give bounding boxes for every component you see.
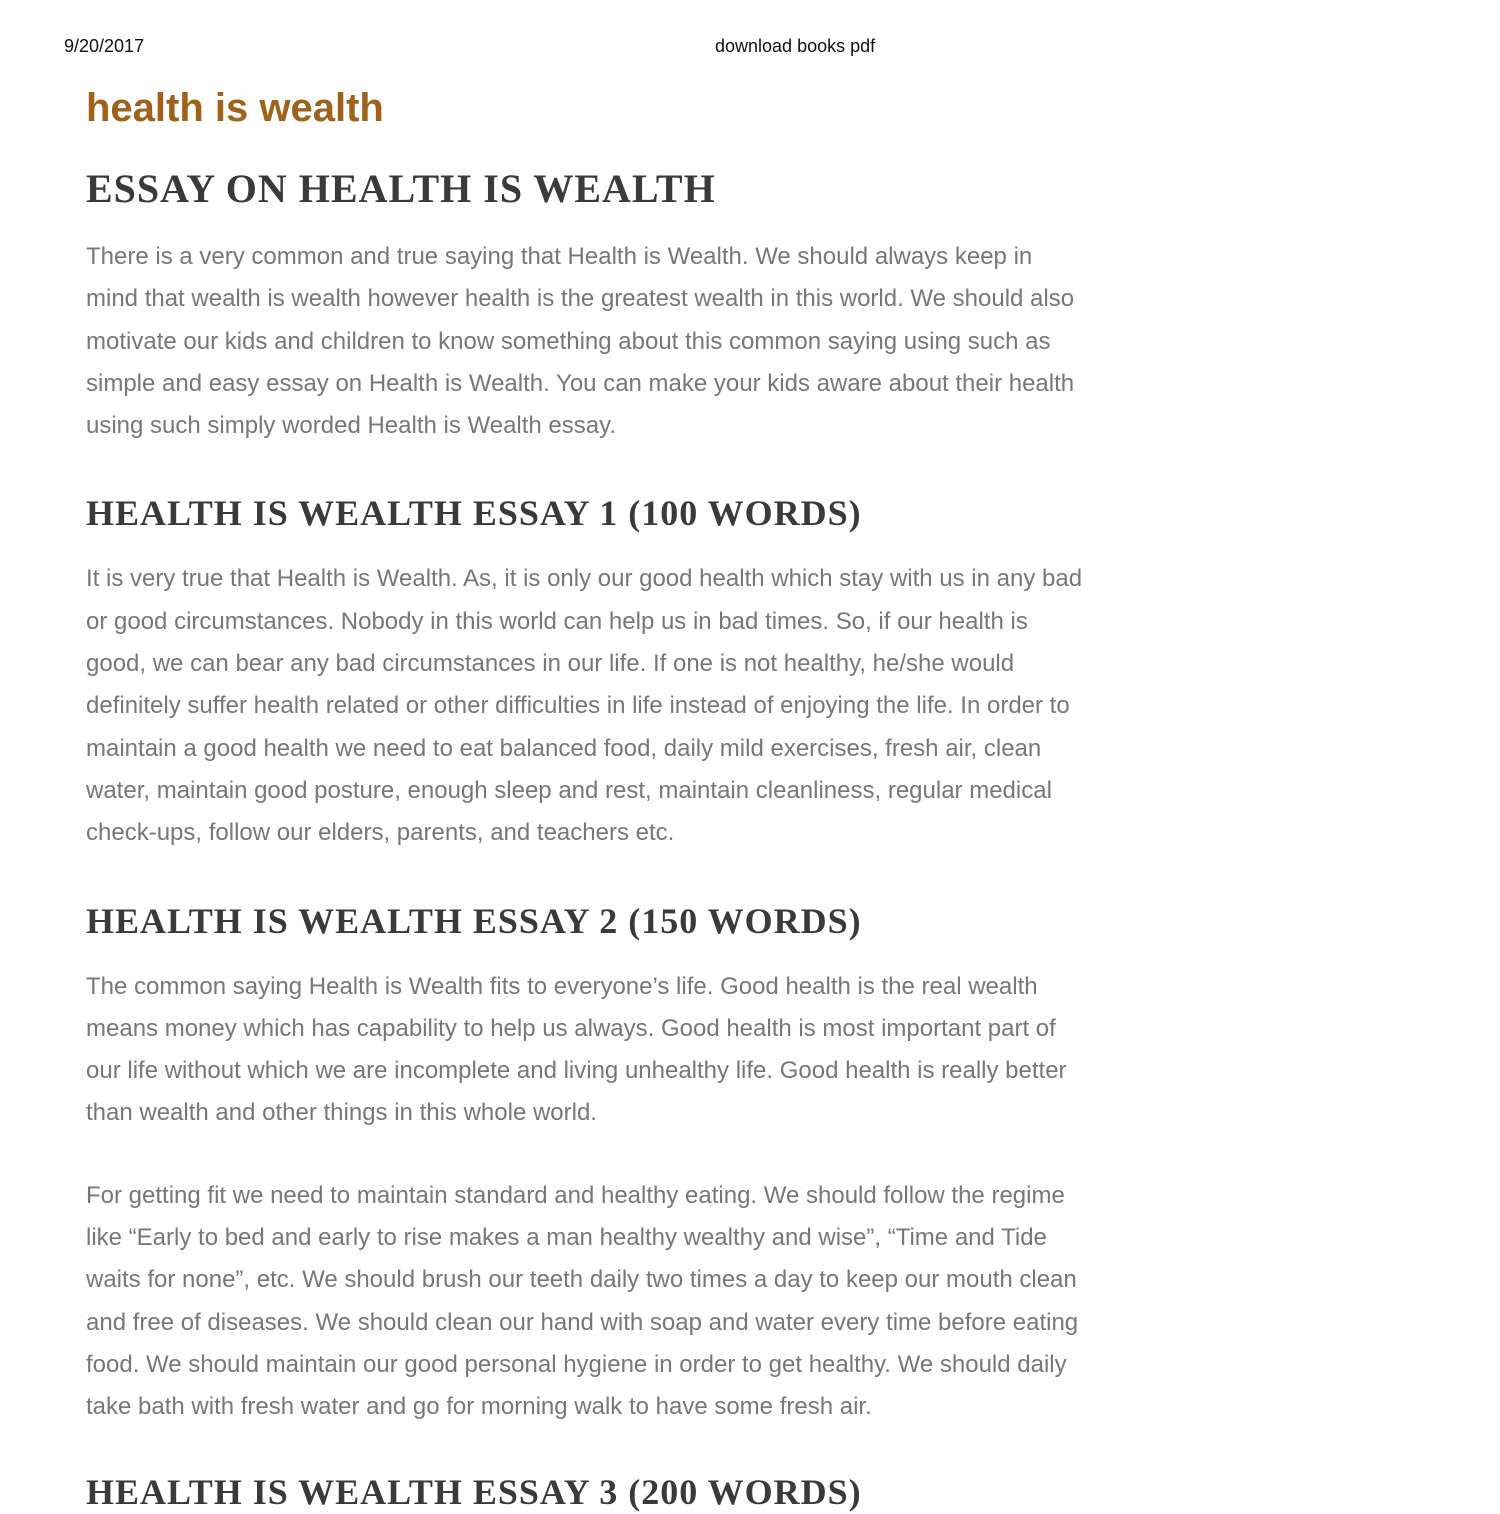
essay-main-heading: ESSAY ON HEALTH IS WEALTH bbox=[86, 166, 716, 211]
paragraph-line: check-ups, follow our elders, parents, and teachers etc. bbox=[86, 819, 675, 847]
paragraph-line: mind that wealth is wealth however health is the greatest wealth in this world. We should also bbox=[86, 285, 1075, 313]
paragraph-line: maintain a good health we need to eat balanced food, daily mild exercises, fresh air, clean bbox=[86, 734, 1042, 762]
paragraph-line: For getting fit we need to maintain standard and healthy eating. We should follow the regime bbox=[86, 1181, 1065, 1209]
paragraph-line: simple and easy essay on Health is Wealth. You can make your kids aware about their health bbox=[86, 369, 1075, 397]
paragraph-line: and free of diseases. We should clean our hand with soap and water every time before eating bbox=[86, 1308, 1079, 1336]
paragraph-line: definitely suffer health related or other difficulties in life instead of enjoying the life. In order to bbox=[86, 692, 1070, 720]
paragraph-line: good, we can bear any bad circumstances in our life. If one is not healthy, he/she would bbox=[86, 650, 1015, 678]
essay-1-heading: HEALTH IS WEALTH ESSAY 1 (100 WORDS) bbox=[86, 493, 862, 534]
paragraph-line: food. We should maintain our good personal hygiene in order to get healthy. We should daily bbox=[86, 1350, 1067, 1378]
print-page-title: download books pdf bbox=[715, 36, 876, 56]
paragraph-line: than wealth and other things in this whole world. bbox=[86, 1099, 597, 1127]
essay-2-paragraph-2 bbox=[86, 1175, 1166, 1429]
essay-2-paragraph-1 bbox=[86, 966, 1166, 1135]
paragraph-line: like “Early to bed and early to rise makes a man healthy wealthy and wise”, “Time and Tide bbox=[86, 1224, 1047, 1252]
paragraph-line: take bath with fresh water and go for morning walk to have some fresh air. bbox=[86, 1393, 872, 1421]
paragraph-line: or good circumstances. Nobody in this world can help us in bad times. So, if our health is bbox=[86, 607, 1028, 635]
paragraph-line: waits for none”, etc. We should brush our teeth daily two times a day to keep our mouth clean bbox=[86, 1266, 1077, 1294]
paragraph-line: using such simply worded Health is Wealth essay. bbox=[86, 412, 617, 440]
print-header bbox=[0, 36, 1500, 60]
paragraph-line: means money which has capability to help us always. Good health is most important part of bbox=[86, 1014, 1056, 1042]
essay-2-heading: HEALTH IS WEALTH ESSAY 2 (150 WORDS) bbox=[86, 900, 862, 941]
paragraph-line: water, maintain good posture, enough sleep and rest, maintain cleanliness, regular medical bbox=[86, 776, 1052, 804]
article-content bbox=[86, 84, 1166, 1514]
site-title-link[interactable]: health is wealth bbox=[86, 86, 384, 130]
intro-paragraph bbox=[86, 236, 1166, 447]
essay-3-heading: HEALTH IS WEALTH ESSAY 3 (200 WORDS) bbox=[86, 1471, 862, 1512]
paragraph-line: our life without which we are incomplete and living unhealthy life. Good health is really better bbox=[86, 1057, 1067, 1085]
essay-1-paragraph bbox=[86, 558, 1166, 854]
paragraph-line: motivate our kids and children to know something about this common saying using such as bbox=[86, 327, 1051, 355]
paragraph-line: It is very true that Health is Wealth. As, it is only our good health which stay with us in any bad bbox=[86, 565, 1083, 593]
print-date: 9/20/2017 bbox=[64, 36, 145, 56]
paragraph-line: There is a very common and true saying that Health is Wealth. We should always keep in bbox=[86, 243, 1033, 270]
paragraph-line: The common saying Health is Wealth fits to everyone’s life. Good health is the real wealth bbox=[86, 972, 1038, 1000]
